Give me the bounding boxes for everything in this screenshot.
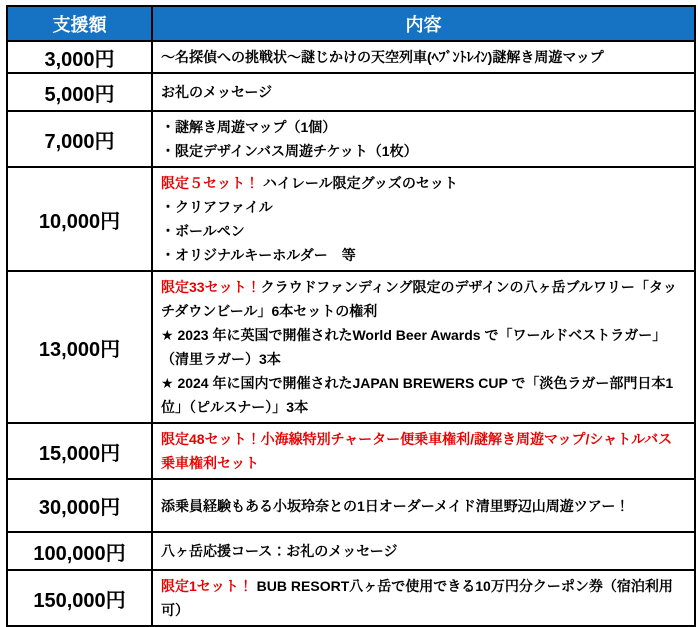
- content-cell: [152, 532, 695, 570]
- table-row: [7, 532, 695, 570]
- content-text: クラウドファンディング限定のデザインの八ヶ岳ブルワリー「タッチダウンビール」6本セットの権利: [161, 279, 677, 319]
- amount-cell: 13,000円: [7, 271, 152, 423]
- content-line: [161, 275, 686, 323]
- content-line: [161, 139, 686, 163]
- amount-cell: 10,000円: [7, 167, 152, 271]
- content-line: [161, 427, 686, 475]
- content-line: [161, 323, 686, 371]
- content-line: [161, 574, 686, 622]
- amount-cell: 100,000円: [7, 532, 152, 570]
- content-text: BUB RESORT八ヶ岳で使用できる10万円分クーポン券（宿泊利用可）: [161, 578, 673, 618]
- reward-tiers-table: [6, 5, 696, 627]
- content-cell: [152, 423, 695, 479]
- content-text: 添乗員経験もある小坂玲奈との1日オーダーメイド清里野辺山周遊ツアー！: [161, 497, 630, 514]
- content-text: ・オリジナルキーホルダー 等: [161, 247, 356, 263]
- content-line: [161, 80, 686, 104]
- amount-cell: 30,000円: [7, 479, 152, 532]
- limited-badge-text: 限定５セット！: [161, 175, 259, 191]
- content-cell: [152, 570, 695, 626]
- table-row: [7, 423, 695, 479]
- amount-cell: 3,000円: [7, 41, 152, 73]
- limited-badge-text: 限定48セット！小海線特別チャーター便乗車権利/謎解き周遊マップ/シャトルバス乗車権利セット: [161, 431, 673, 471]
- table-row: [7, 271, 695, 423]
- content-line: [161, 45, 686, 69]
- content-line: [161, 494, 686, 518]
- content-line: [161, 115, 686, 139]
- content-text: ・ボールペン: [161, 223, 245, 239]
- content-line: [161, 195, 686, 219]
- content-column-header: 内容: [152, 6, 695, 41]
- amount-column-header: 支援額: [7, 6, 152, 41]
- table-row: [7, 167, 695, 271]
- table-row: [7, 570, 695, 626]
- content-cell: [152, 167, 695, 271]
- content-text: ★ 2023 年に英国で開催されたWorld Beer Awards で「ワールドベストラガー」（清里ラガー）3本: [161, 327, 667, 367]
- content-cell: [152, 73, 695, 111]
- amount-cell: 150,000円: [7, 570, 152, 626]
- table-header-row: [7, 6, 695, 41]
- content-cell: [152, 271, 695, 423]
- content-cell: [152, 479, 695, 532]
- amount-cell: 7,000円: [7, 111, 152, 167]
- table-row: [7, 479, 695, 532]
- content-text: ・謎解き周遊マップ（1個）: [161, 119, 337, 135]
- content-line: [161, 243, 686, 267]
- content-text: ・クリアファイル: [161, 199, 273, 215]
- content-text: ハイレール限定グッズのセット: [259, 175, 458, 191]
- limited-badge-text: 限定33セット！: [161, 279, 261, 295]
- content-text: お礼のメッセージ: [161, 84, 273, 100]
- limited-badge-text: 限定1セット！: [161, 578, 253, 594]
- content-cell: [152, 111, 695, 167]
- content-cell: [152, 41, 695, 73]
- content-line: [161, 171, 686, 195]
- amount-cell: 15,000円: [7, 423, 152, 479]
- content-line: [161, 219, 686, 243]
- content-text: ★ 2024 年に国内で開催されたJAPAN BREWERS CUP で「淡色ラガー部門日本1位」（ピルスナー）」3本: [161, 375, 674, 415]
- content-text: ・限定デザインバス周遊チケット（1枚）: [161, 143, 418, 159]
- table-row: [7, 41, 695, 73]
- amount-cell: 5,000円: [7, 73, 152, 111]
- content-text: 八ヶ岳応援コース：お礼のメッセージ: [161, 543, 398, 559]
- table-row: [7, 73, 695, 111]
- table-row: [7, 111, 695, 167]
- content-line: [161, 371, 686, 419]
- content-text: ～名探偵への挑戦状～謎じかけの天空列車(ﾍﾌﾞﾝﾄﾚｲﾝ)謎解き周遊マップ: [161, 49, 604, 65]
- content-line: [161, 539, 686, 563]
